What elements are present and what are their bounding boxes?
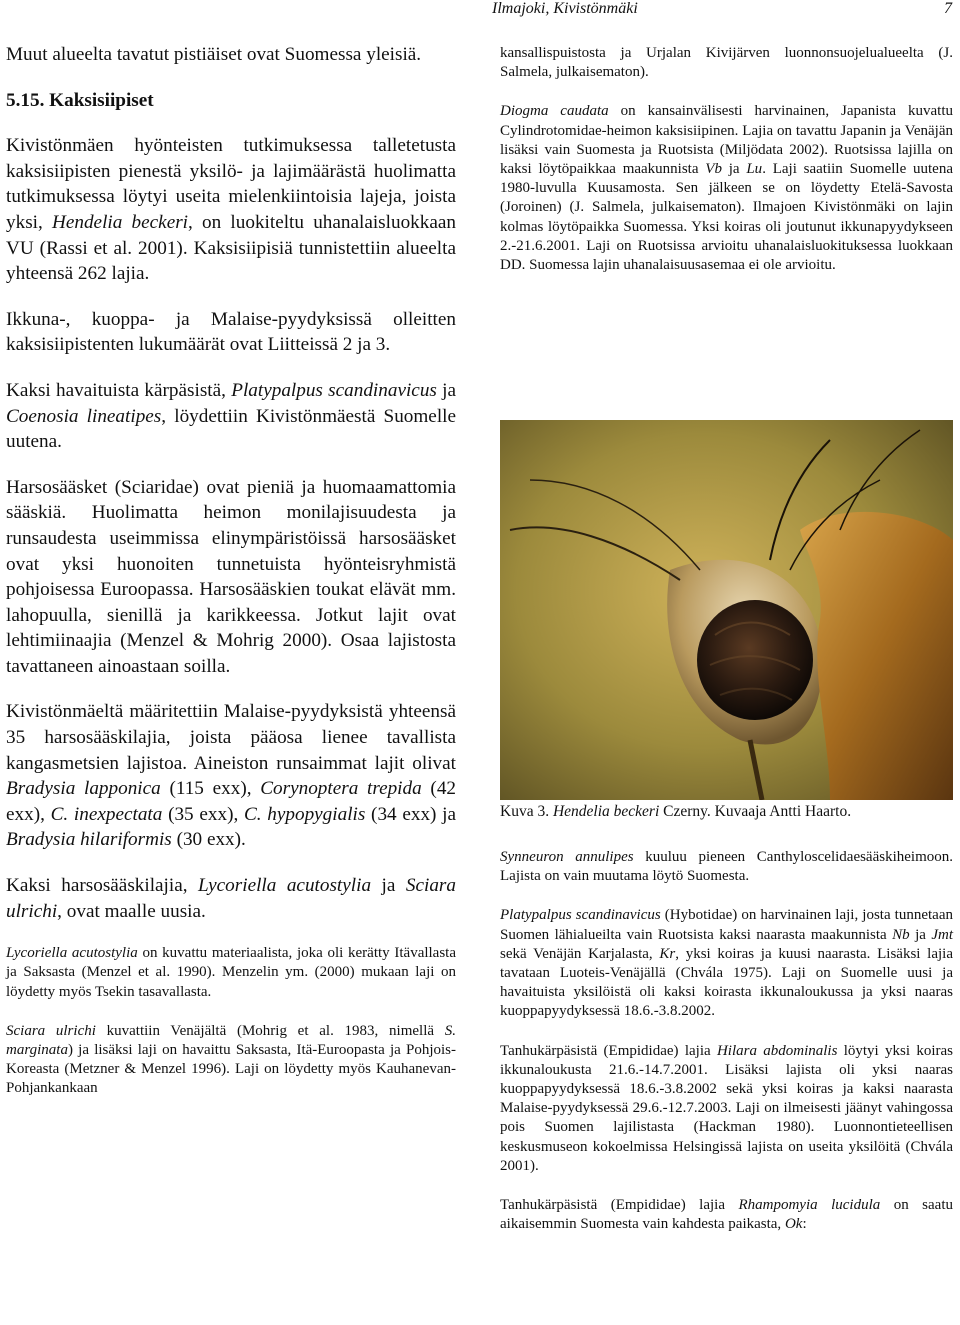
paragraph: Kivistönmäen hyönteisten tutkimuksessa talletetusta kaksisiipisten pienestä yksilö- ja lajimäärästä huolimatta tutkimuksessa löytyi useita mielenkiintoisia lajeja, joista yksi, Hendelia beckeri, on luokiteltu uhanalaisluokkaan VU (Rassi et al. 2001). Kaksisiipisiä tunnistettiin alueelta yhteensä 262 lajia. (6, 135, 456, 285)
species-name: Synneuron annulipes (500, 849, 634, 865)
species-name: Lycoriella acutostylia (198, 875, 372, 897)
section-heading (6, 88, 456, 114)
species-name: Hendelia beckeri (552, 803, 660, 820)
species-name: Sciara ulrichi (6, 875, 456, 922)
paragraph: Lycoriella acutostylia on kuvattu materiaalista, joka oli kerätty Itävallasta ja Saksasta (Menzel et al. 1990). Menzelin ym. (2000) mukaan laji on löydetty myös Tsekin tasavallasta. (6, 945, 457, 1000)
right-column-top (500, 44, 953, 295)
paragraph: Sciara ulrichi kuvattiin Venäjältä (Mohrig et al. 1983, nimellä S. marginata) ja lisäksi laji on havaittu Saksasta, Itä-Euroopasta ja Pohjois-Koreasta (Metzner & Menzel 1996). Laji on löydetty myös Kauhanevan-Pohjankankaan (6, 1022, 456, 1097)
species-name: Hilara abdominalis (716, 1042, 838, 1059)
paragraph: Tanhukärpäsistä (Empididae) lajia Hilara abdominalis löytyi yksi koiras ikkunaloukusta 21.6.-14.7.2001. Lisäksi lajista oli yksi naaras kuoppapyydyksessä 18.6.-3.8.2002 sekä yksi koiras ja kaksi naarasta Malaise-pyydyksessä 29.6.-12.7.2003. Laji on ilmeisesti jäänyt vahingossa pois Suomen lajilistasta (Hackman 1980). Luonnontieteellisen keskusmuseon kokoelmissa Helsingissä lajista on useita yksilöitä (Chvála 2001). (500, 1042, 953, 1174)
species-name: Bradysia lapponica (6, 778, 161, 800)
right-column-bottom (500, 848, 953, 1254)
paragraph: Diogma caudata on kansainvälisesti harvinainen, Japanista kuvattu Cylindrotomidae-heimon kaksisiipinen. Lajia on tavattu Japanin ja Venäjän lisäksi vain Suomesta ja Ruotsista (Miljödata 2002). Ruotsissa lajilla on kaksi löytöpaikkaa maakunnista Vb ja Lu. Laji saatiin Suomelle uutena 1980-luvulla Kuusamosta. Sen jälkeen se on löydetty Etelä-Savosta (Joroinen) (J. Salmela, julkaisematon). Ilmajoen Kivistönmäki on lajin kolmas löytöpaikka Suomessa. Yksi koiras oli joutunut ikkunapyydykseen 2.-21.6.2001. Laji on Ruotsissa arvioitu uhanalaisluokituksessa luokkaan DD. Suomessa lajin uhanalaisuusasemaa ei ole arvioitu. (500, 103, 953, 274)
paragraph: Platypalpus scandinavicus (Hybotidae) on harvinainen laji, josta tunnetaan Suomen lähialueilta vain Ruotsista kaksi naarasta maakunnista Nb ja Jmt sekä Venäjän Karjalasta, Kr, yksi koiras ja kuusi naarasta. Lisäksi lajia tavataan Luoteis-Venäjällä (Chvála 1975). Laji on Suomelle uusi ja havaituista yksilöistä oli kaksi koirasta ikkunaloukussa ja yksi naaras kuoppapyydyksessä 18.6.-3.8.2002. (500, 907, 954, 1020)
paragraph: Tanhukärpäsistä (Empididae) lajia Rhampomyia lucidula on saatu aikaisemmin Suomesta vain kahdesta paikasta, Ok: (500, 1197, 953, 1233)
hendelia-beckeri-image (500, 420, 953, 800)
fly-photo (500, 420, 953, 800)
paragraph: Kaksi havaituista kärpäsistä, Platypalpus scandinavicus ja Coenosia lineatipes, löydettiin Kivistönmäestä Suomelle uutena. (6, 379, 457, 453)
paragraph: kansallispuistosta ja Urjalan Kivijärven luonnonsuojelualueelta (J. Salmela, julkaisematon). (500, 45, 953, 81)
paragraph: Harsosääsket (Sciaridae) ovat pieniä ja huomaamattomia sääskiä. Huolimatta heimon monilajisuudesta ja runsaudesta useimmissa elinympäristöissä harsosääsket ovat yksi huonoiten tunnetuista hyönteisryhmistä pohjoisessa Euroopassa. Harsosääskien toukat elävät mm. lahopuulla, sienillä ja karikkeessa. Jotkut lajit ovat lehtimiinaajia (Menzel & Mohrig 2000). Osaa lajistosta tavattaneen ainoastaan soilla. (6, 476, 456, 677)
section-heading-text: 5.15. Kaksisiipiset (6, 89, 154, 111)
paragraph: Synneuron annulipes kuuluu pieneen Canthyloscelidaesääskiheimoon. Lajista on vain muutama löytö Suomesta. (500, 849, 953, 885)
species-name: S. marginata (6, 1022, 456, 1059)
species-name: Lycoriella acutostylia (6, 945, 138, 962)
species-name: Rhampomyia lucidula (738, 1197, 881, 1214)
page-number: 7 (944, 0, 952, 17)
figure-caption: Kuva 3. Hendelia beckeri Czerny. Kuvaaja Antti Haarto. (500, 803, 852, 820)
paragraph: Ikkuna-, kuoppa- ja Malaise-pyydyksissä olleitten kaksisiipistenten lukumäärät ovat Liitteissä 2 ja 3. (6, 308, 456, 356)
species-name: Hendelia beckeri (52, 211, 189, 233)
species-name: Corynoptera trepida (260, 778, 422, 800)
species-name: Platypalpus scandinavicus (500, 907, 661, 924)
species-name: C. hypopygialis (243, 803, 366, 825)
paragraph-intro: Muut alueelta tavatut pistiäiset ovat Suomessa yleisiä. (6, 44, 422, 65)
species-name: Sciara ulrichi (6, 1022, 96, 1039)
left-column (6, 42, 456, 1119)
species-name: Diogma caudata (500, 103, 609, 120)
species-name: Coenosia lineatipes (6, 405, 162, 427)
paragraph: Kaksi harsosääskilajia, Lycoriella acutostylia ja Sciara ulrichi, ovat maalle uusia. (6, 875, 456, 922)
species-name: C. inexpectata (50, 803, 163, 825)
species-name: Platypalpus scandinavicus (231, 379, 437, 401)
running-title: Ilmajoki, Kivistönmäki (492, 0, 638, 17)
species-name: Bradysia hilariformis (6, 829, 172, 851)
paragraph: Kivistönmäeltä määritettiin Malaise-pyydyksistä yhteensä 35 harsosääskilajia, joista pääosa lienee tavallista kangasmetsien lajistoa. Aineiston runsaimmat lajit olivat Bradysia lapponica (115 exx), Corynoptera trepida (42 exx), C. inexpectata (35 exx), C. hypopygialis (34 exx) ja Bradysia hilariformis (30 exx). (6, 701, 457, 851)
page-header (0, 0, 960, 20)
